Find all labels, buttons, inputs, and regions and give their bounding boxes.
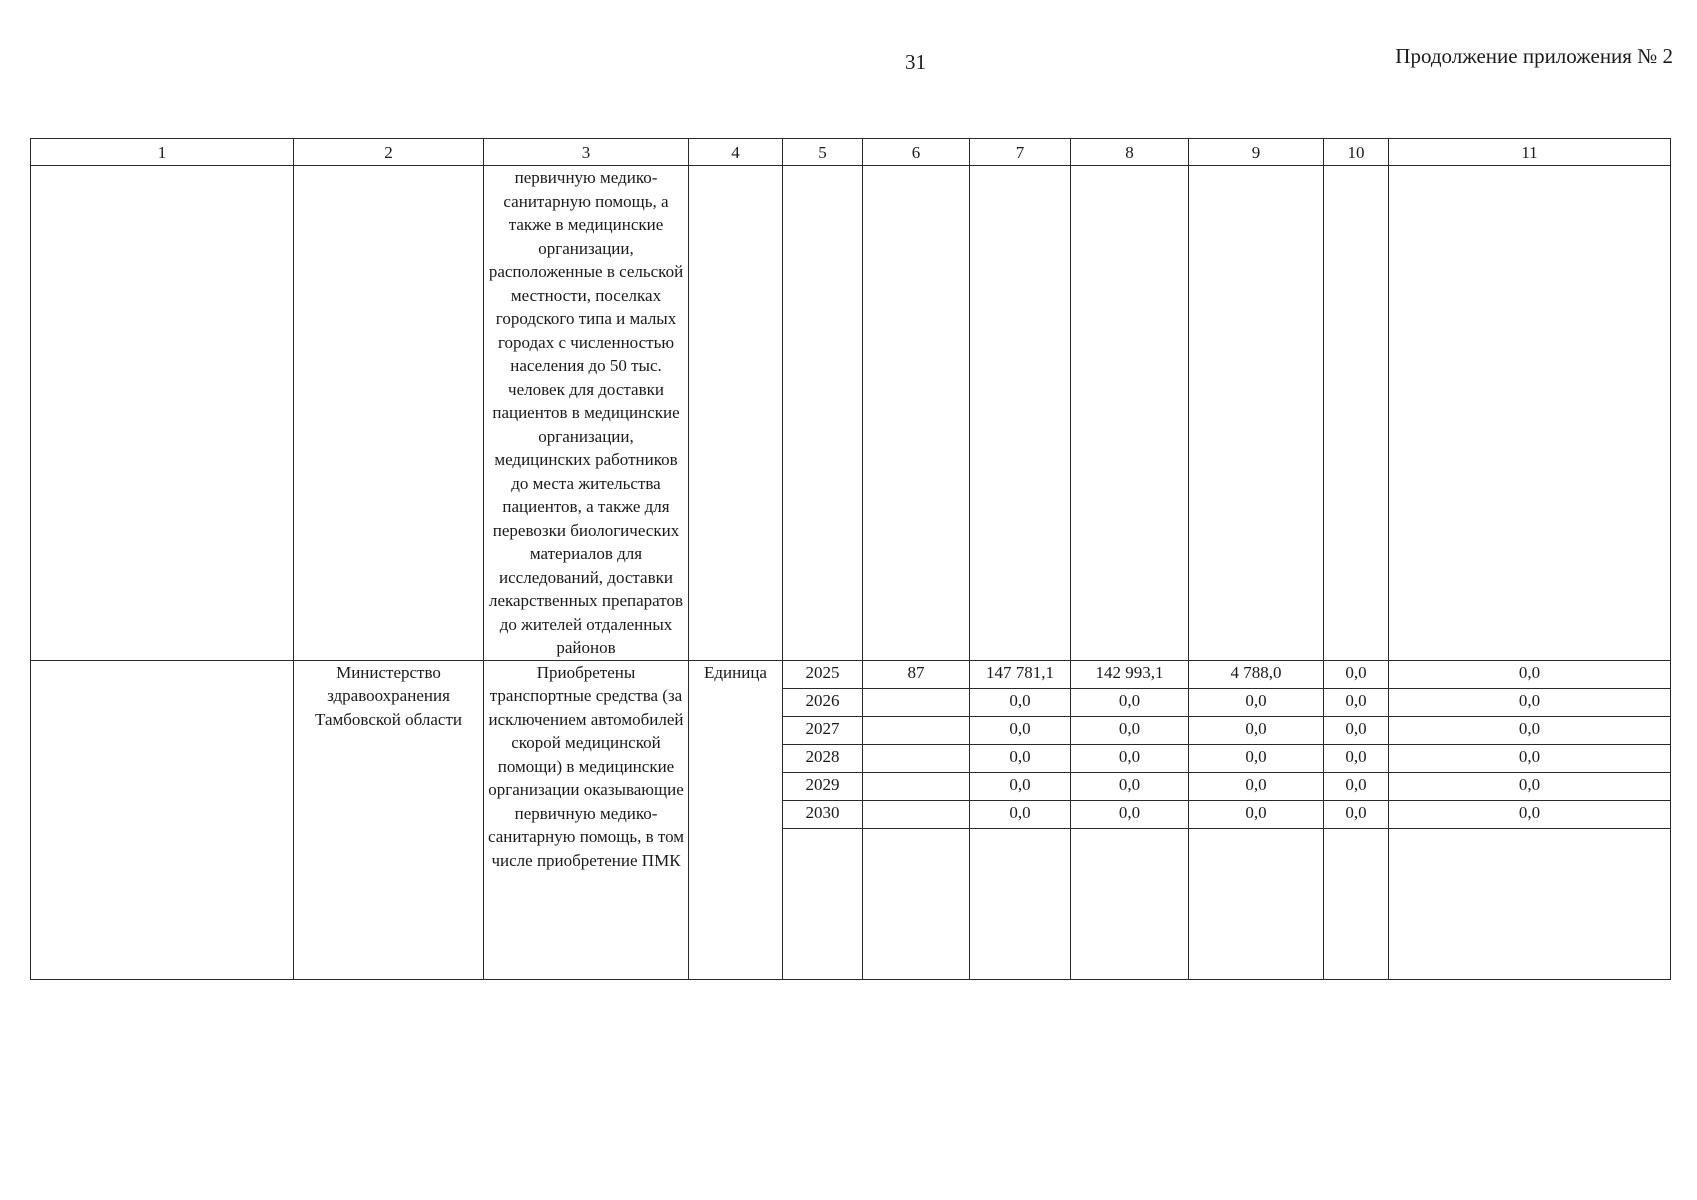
year-cell: 2027 xyxy=(783,716,863,744)
value-cell: 0,0 xyxy=(1389,744,1671,772)
value-cell: 0,0 xyxy=(1189,772,1324,800)
value-cell: 4 788,0 xyxy=(1189,660,1324,688)
year-cell: 2029 xyxy=(783,772,863,800)
column-header: 4 xyxy=(689,139,783,166)
value-cell: 0,0 xyxy=(970,716,1071,744)
page-number: 31 xyxy=(905,50,926,74)
year-cell: 2028 xyxy=(783,744,863,772)
year-cell: 2026 xyxy=(783,688,863,716)
column-header: 11 xyxy=(1389,139,1671,166)
value-cell: 0,0 xyxy=(970,772,1071,800)
executor-cell: Министерство здравоохранения Тамбовской области xyxy=(294,660,484,979)
value-cell: 0,0 xyxy=(1389,660,1671,688)
appendix-table xyxy=(30,138,1671,980)
column-header: 10 xyxy=(1324,139,1389,166)
value-cell: 0,0 xyxy=(1324,716,1389,744)
year-cell: 2025 xyxy=(783,660,863,688)
value-cell: 0,0 xyxy=(1071,716,1189,744)
table-cell-empty xyxy=(863,828,970,979)
value-cell: 0,0 xyxy=(1324,772,1389,800)
column-header: 6 xyxy=(863,139,970,166)
table-row-continuation xyxy=(31,166,1671,661)
value-cell: 0,0 xyxy=(1071,744,1189,772)
column-header: 2 xyxy=(294,139,484,166)
value-cell: 0,0 xyxy=(1189,688,1324,716)
table-cell-empty xyxy=(1324,166,1389,661)
appendix-continuation-note: Продолжение приложения № 2 xyxy=(1395,44,1673,68)
value-cell: 0,0 xyxy=(970,744,1071,772)
column-header: 3 xyxy=(484,139,689,166)
table-cell-empty xyxy=(689,166,783,661)
value-cell: 0,0 xyxy=(1324,800,1389,828)
table-cell-empty xyxy=(31,660,294,979)
table-header-row xyxy=(31,139,1671,166)
table-row xyxy=(31,660,1671,688)
continued-description-cell: первичную медико-санитарную помощь, а также в медицинские организации, расположенные в сельской местности, поселках городского типа и малых городах с численностью населения до 50 тыс. человек для доставки пациентов в медицинские организации, медицинских работников до места жительства пациентов, а также для перевозки биологических материалов для исследований, доставки лекарственных препаратов до жителей отдаленных районов xyxy=(484,166,689,661)
value-cell: 0,0 xyxy=(1189,744,1324,772)
column-header: 1 xyxy=(31,139,294,166)
table-cell-empty xyxy=(970,828,1071,979)
table-cell-empty xyxy=(783,828,863,979)
value-cell: 0,0 xyxy=(1324,660,1389,688)
table-cell-empty xyxy=(294,166,484,661)
value-cell: 0,0 xyxy=(1071,688,1189,716)
value-cell: 147 781,1 xyxy=(970,660,1071,688)
value-cell xyxy=(863,716,970,744)
value-cell xyxy=(863,688,970,716)
table-cell-empty xyxy=(970,166,1071,661)
value-cell: 0,0 xyxy=(1189,800,1324,828)
unit-cell: Единица xyxy=(689,660,783,979)
value-cell: 0,0 xyxy=(1389,800,1671,828)
value-cell: 0,0 xyxy=(1071,772,1189,800)
value-cell: 0,0 xyxy=(970,688,1071,716)
value-cell: 87 xyxy=(863,660,970,688)
value-cell: 0,0 xyxy=(1389,716,1671,744)
column-header: 7 xyxy=(970,139,1071,166)
value-cell: 0,0 xyxy=(970,800,1071,828)
value-cell: 0,0 xyxy=(1389,772,1671,800)
column-header: 9 xyxy=(1189,139,1324,166)
value-cell: 0,0 xyxy=(1324,744,1389,772)
value-cell: 0,0 xyxy=(1389,688,1671,716)
table-cell-empty xyxy=(783,166,863,661)
value-cell xyxy=(863,744,970,772)
column-header: 8 xyxy=(1071,139,1189,166)
value-cell: 0,0 xyxy=(1071,800,1189,828)
value-cell: 142 993,1 xyxy=(1071,660,1189,688)
value-cell xyxy=(863,800,970,828)
column-header: 5 xyxy=(783,139,863,166)
table-cell-empty xyxy=(863,166,970,661)
table-cell-empty xyxy=(1071,166,1189,661)
value-cell xyxy=(863,772,970,800)
value-cell: 0,0 xyxy=(1324,688,1389,716)
year-cell: 2030 xyxy=(783,800,863,828)
table-cell-empty xyxy=(1324,828,1389,979)
table-cell-empty xyxy=(1389,166,1671,661)
table-cell-empty xyxy=(1189,166,1324,661)
table-cell-empty xyxy=(1389,828,1671,979)
table-cell-empty xyxy=(31,166,294,661)
description-cell: Приобретены транспортные средства (за исключением автомобилей скорой медицинской помощи) в медицинские организации оказывающие первичную медико-санитарную помощь, в том числе приобретение ПМК xyxy=(484,660,689,979)
table-cell-empty xyxy=(1071,828,1189,979)
value-cell: 0,0 xyxy=(1189,716,1324,744)
table-cell-empty xyxy=(1189,828,1324,979)
